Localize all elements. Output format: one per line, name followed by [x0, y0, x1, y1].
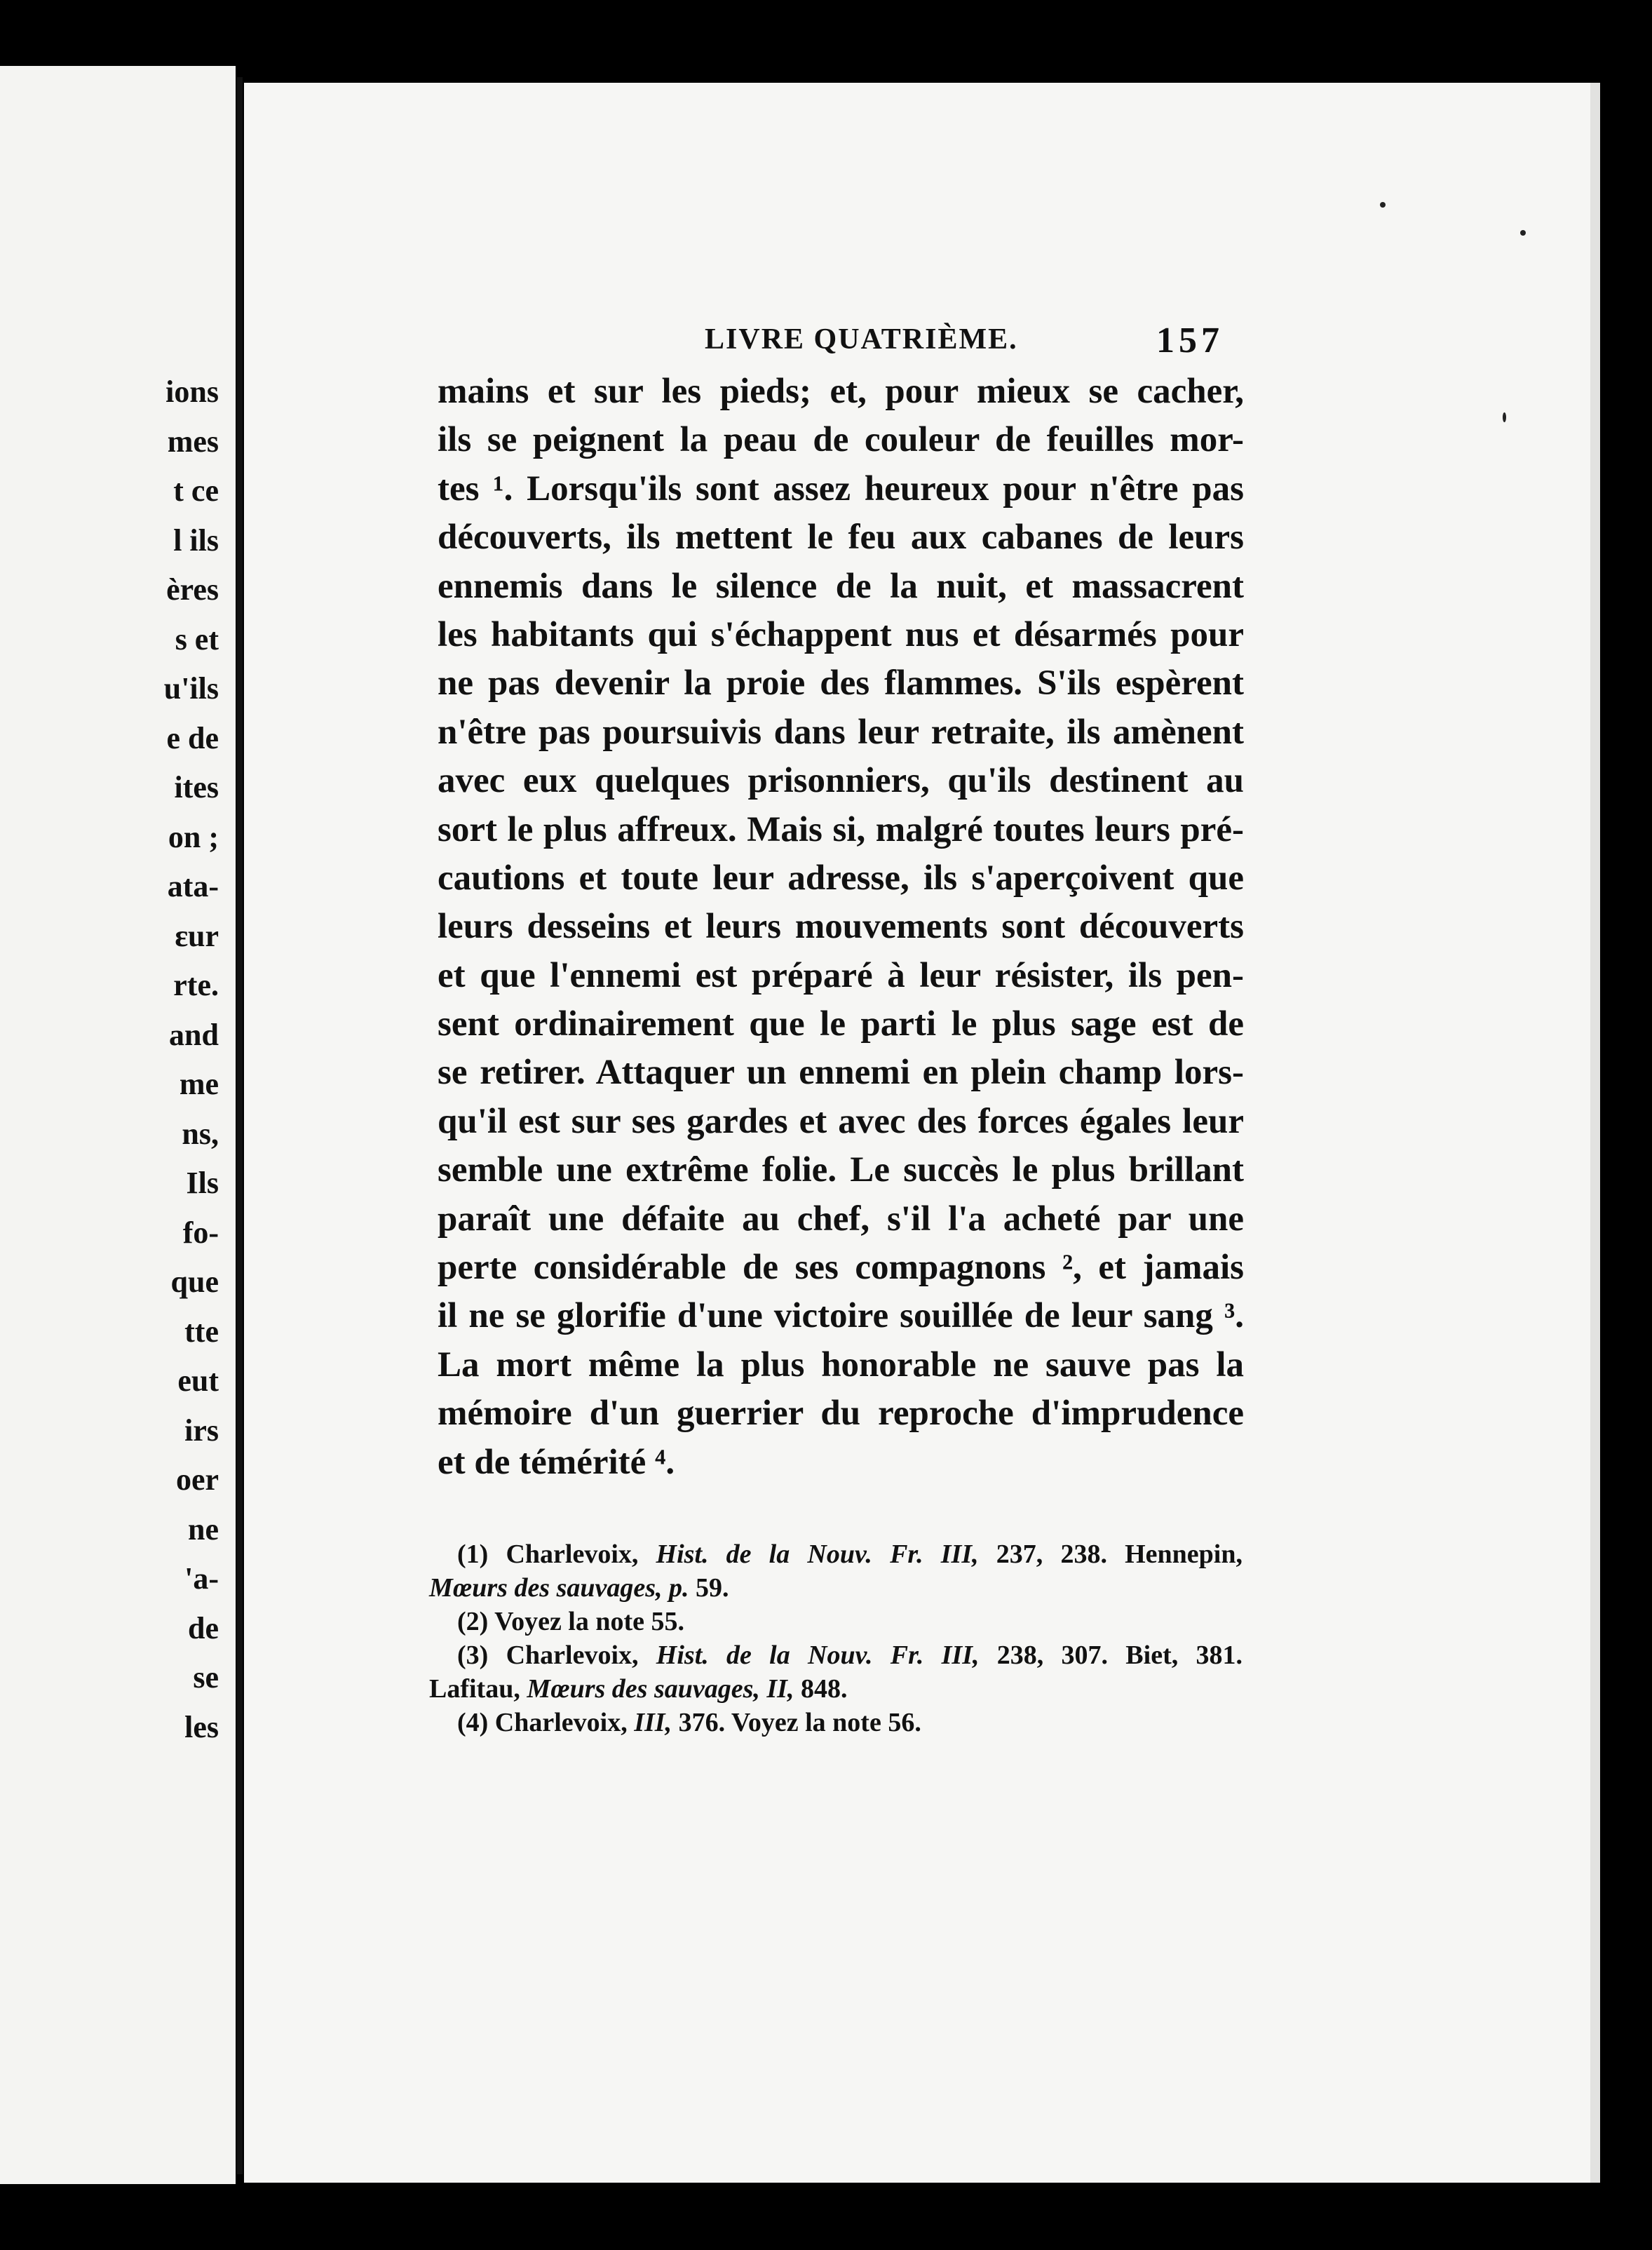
left-fragment-line: 'a-: [184, 1561, 219, 1596]
body-line: sent ordinairement que le parti le plus sage est de: [438, 1004, 1244, 1044]
left-fragment-line: l ils: [173, 523, 219, 558]
left-page-fragment: [0, 66, 236, 2184]
page-number: 157: [1156, 321, 1224, 361]
footnote-3-cont: Lafitau, Mœurs des sauvages, II, 848.: [429, 1674, 848, 1704]
body-line: La mort même la plus honorable ne sauve pas la: [438, 1345, 1244, 1385]
left-page-text-column: [164, 368, 219, 1752]
body-line: semble une extrême folie. Le succès le plus brillant: [438, 1150, 1244, 1190]
left-fragment-line: s et: [175, 621, 219, 656]
body-line: ils se peignent la peau de couleur de feuilles mor-: [438, 420, 1244, 460]
body-line: mémoire d'un guerrier du reproche d'imprudence: [438, 1394, 1244, 1434]
left-fragment-line: mes: [167, 424, 219, 459]
left-fragment-line: de: [188, 1610, 219, 1645]
page-gutter: [237, 77, 243, 2174]
footnote-1-cont: Mœurs des sauvages, p. 59.: [429, 1573, 729, 1603]
speck: [1380, 202, 1386, 208]
left-fragment-line: ions: [165, 375, 219, 409]
footnote-2: (2) Voyez la note 55.: [457, 1607, 685, 1636]
body-line: paraît une défaite au chef, s'il l'a acheté par une: [438, 1199, 1244, 1239]
running-header: [705, 323, 1238, 365]
body-line: et de témérité ⁴.: [438, 1442, 675, 1482]
left-fragment-line: and: [169, 1017, 219, 1052]
left-fragment-line: tte: [184, 1314, 219, 1349]
body-line: sort le plus affreux. Mais si, malgré toutes leurs pré-: [438, 809, 1244, 849]
speck: [1520, 230, 1526, 236]
body-line: avec eux quelques prisonniers, qu'ils destinent au: [438, 761, 1244, 801]
body-line: découverts, ils mettent le feu aux cabanes de leurs: [438, 518, 1244, 558]
left-fragment-line: ata-: [167, 869, 219, 903]
left-fragment-line: ns,: [182, 1116, 219, 1151]
left-fragment-line: on ;: [168, 819, 219, 854]
left-fragment-line: oer: [175, 1462, 219, 1497]
body-text: [438, 368, 1244, 1487]
body-line: n'être pas poursuivis dans leur retraite, ils amènent: [438, 712, 1244, 752]
body-line: perte considérable de ses compagnons ², et jamais: [438, 1248, 1244, 1288]
footnote-4: (4) Charlevoix, III, 376. Voyez la note 56.: [457, 1708, 921, 1737]
left-fragment-line: ites: [174, 770, 219, 804]
left-fragment-line: irs: [184, 1413, 219, 1448]
left-fragment-line: u'ils: [163, 671, 219, 706]
body-line: tes ¹. Lorsqu'ils sont assez heureux pour n'être pas: [438, 469, 1244, 508]
left-fragment-line: eut: [177, 1363, 219, 1398]
left-fragment-line: Ils: [186, 1166, 219, 1200]
body-line: leurs desseins et leurs mouvements sont découverts: [438, 907, 1244, 947]
body-line: se retirer. Attaquer un ennemi en plein champ lors-: [438, 1053, 1244, 1093]
left-fragment-line: ères: [166, 572, 219, 607]
left-fragment-line: me: [179, 1067, 219, 1101]
body-line: ennemis dans le silence de la nuit, et massacrent: [438, 566, 1244, 606]
body-line: et que l'ennemi est préparé à leur résister, ils pen-: [438, 955, 1244, 995]
body-line: ne pas devenir la proie des flammes. S'ils espèrent: [438, 663, 1244, 703]
body-line: les habitants qui s'échappent nus et désarmés pour: [438, 614, 1244, 654]
left-fragment-line: se: [193, 1660, 219, 1695]
left-fragment-line: rte.: [173, 968, 219, 1002]
left-fragment-line: ɛur: [175, 918, 219, 953]
left-fragment-line: fo-: [182, 1215, 219, 1250]
body-line: qu'il est sur ses gardes et avec des forces égales leur: [438, 1101, 1244, 1141]
left-fragment-line: les: [184, 1709, 219, 1744]
left-fragment-line: t ce: [173, 473, 219, 508]
chapter-title: LIVRE QUATRIÈME.: [705, 323, 1018, 356]
footnotes: [429, 1537, 1243, 1739]
body-line: il ne se glorifie d'une victoire souillée de leur sang ³.: [438, 1296, 1244, 1336]
footnote-3: (3) Charlevoix, Hist. de la Nouv. Fr. III, 238, 307. Biet, 381.: [457, 1641, 1243, 1670]
speck: [1503, 412, 1506, 422]
footnote-1: (1) Charlevoix, Hist. de la Nouv. Fr. III, 237, 238. Hennepin,: [457, 1540, 1243, 1569]
left-fragment-line: e de: [166, 720, 219, 755]
left-fragment-line: que: [170, 1265, 219, 1299]
body-line: mains et sur les pieds; et, pour mieux se cacher,: [438, 372, 1244, 411]
body-line: cautions et toute leur adresse, ils s'aperçoivent que: [438, 858, 1244, 898]
left-fragment-line: ne: [188, 1511, 219, 1547]
